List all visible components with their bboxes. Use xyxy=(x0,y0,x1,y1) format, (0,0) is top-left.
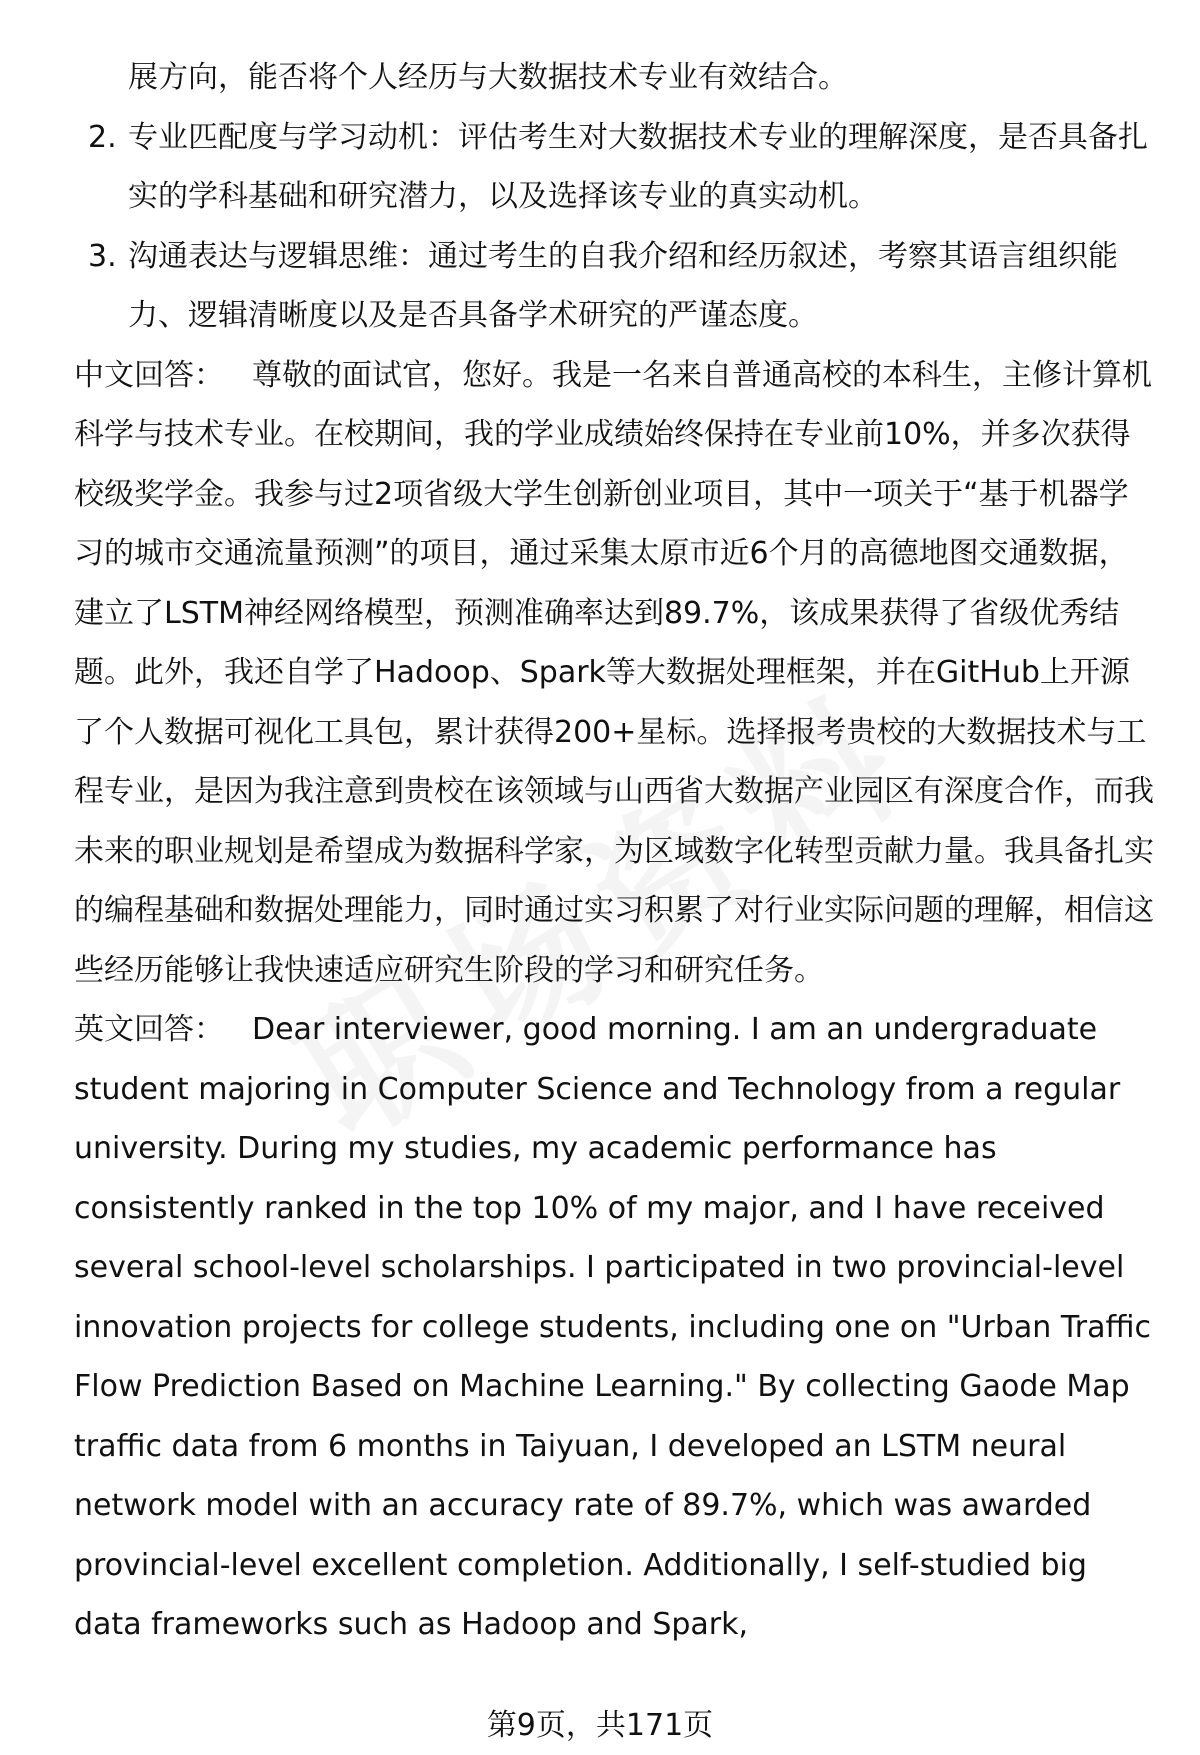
chinese-answer-text: 尊敬的面试官，您好。我是一名来自普通高校的本科生，主修计算机科学与技术专业。在校期间，我的学业成绩始终保持在专业前10%，并多次获得校级奖学金。我参与过2项省级大学生创新创业项目，其中一项关于“基于机器学习的城市交通流量预测”的项目，通过采集太原市近6个月的高德地图交通数据，建立了LSTM神经网络模型，预测准确率达到89.7%，该成果获得了省级优秀结题。此外，我还自学了Hadoop、Spark等大数据处理框架，并在GitHub上开源了个人数据可视化工具包，累计获得200+星标。选择报考贵校的大数据技术与工程专业，是因为我注意到贵校在该领域与山西省大数据产业园区有深度合作，而我未来的职业规划是希望成为数据科学家，为区域数字化转型贡献力量。我具备扎实的编程基础和数据处理能力，同时通过实习积累了对行业实际问题的理解，相信这些经历能够让我快速适应研究生阶段的学习和研究任务。 xyxy=(74,357,1154,988)
chinese-answer xyxy=(74,346,1154,1001)
chinese-answer-label: 中文回答： xyxy=(74,357,224,393)
english-answer-label: 英文回答： xyxy=(74,1012,224,1047)
list-item-number: 2. xyxy=(88,119,117,155)
english-answer xyxy=(74,1000,1154,1655)
continued-item-text: 展方向，能否将个人经历与大数据技术专业有效结合。 xyxy=(128,60,848,95)
criteria-list xyxy=(74,108,1154,346)
page-content xyxy=(74,48,1154,1655)
list-item xyxy=(74,108,1154,227)
list-item-number: 3. xyxy=(88,238,117,274)
list-item xyxy=(74,227,1154,346)
list-item-text: 专业匹配度与学习动机：评估考生对大数据技术专业的理解深度，是否具备扎实的学科基础和研究潜力，以及选择该专业的真实动机。 xyxy=(128,119,1148,214)
list-item-text: 沟通表达与逻辑思维：通过考生的自我介绍和经历叙述，考察其语言组织能力、逻辑清晰度以及是否具备学术研究的严谨态度。 xyxy=(128,238,1118,333)
english-answer-text: Dear interviewer, good morning. I am an undergraduate student majoring in Computer Science and Technology from a regular university. During my studies, my academic performance has consistently ranked in the top 10% of my major, and I have received several school-level scholarships. I participated in two provincial-level innovation projects for college students, including one on "Urban Traffic Flow Prediction Based on Machine Learning." By collecting Gaode Map traffic data from 6 months in Taiyuan, I developed an LSTM neural network model with an accuracy rate of 89.7%, which was awarded provincial-level excellent completion. Additionally, I self-studied big data frameworks such as Hadoop and Spark, xyxy=(74,1012,1151,1642)
page-number-footer: 第9页，共171页 xyxy=(486,1708,714,1743)
